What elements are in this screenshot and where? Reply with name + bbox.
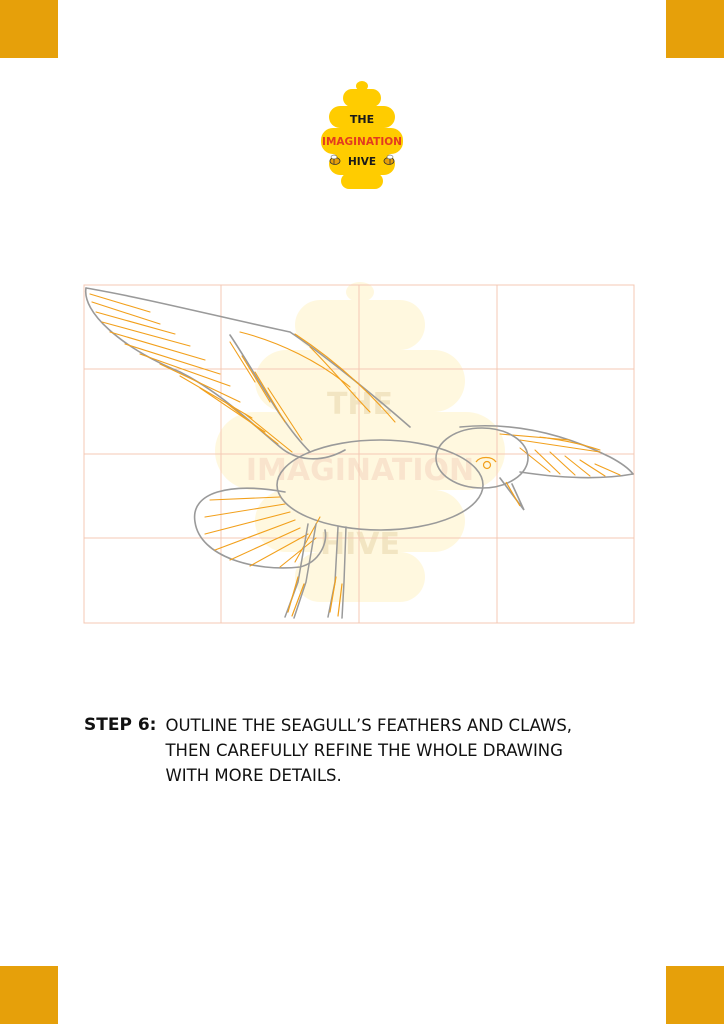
corner-decoration-top-left <box>0 0 58 58</box>
watermark-text-the: THE <box>326 387 394 422</box>
step-label: STEP 6: <box>84 715 157 735</box>
logo-text-the: THE <box>349 113 375 126</box>
watermark-text-hive: HIVE <box>320 527 400 562</box>
seagull-drawing <box>80 272 640 632</box>
watermark-text-imagination: IMAGINATION <box>245 453 475 488</box>
corner-decoration-top-right <box>666 0 724 58</box>
logo-text-imagination: IMAGINATION <box>322 136 402 148</box>
logo-text-hive: HIVE <box>348 156 376 168</box>
brand-logo <box>315 80 409 192</box>
corner-decoration-bottom-right <box>666 966 724 1024</box>
step-instruction <box>84 713 644 788</box>
step-text: OUTLINE THE SEAGULL’S FEATHERS AND CLAWS, THEN CAREFULLY REFINE THE WHOLE DRAWING WITH MORE DETAILS. <box>165 716 573 785</box>
corner-decoration-bottom-left <box>0 966 58 1024</box>
